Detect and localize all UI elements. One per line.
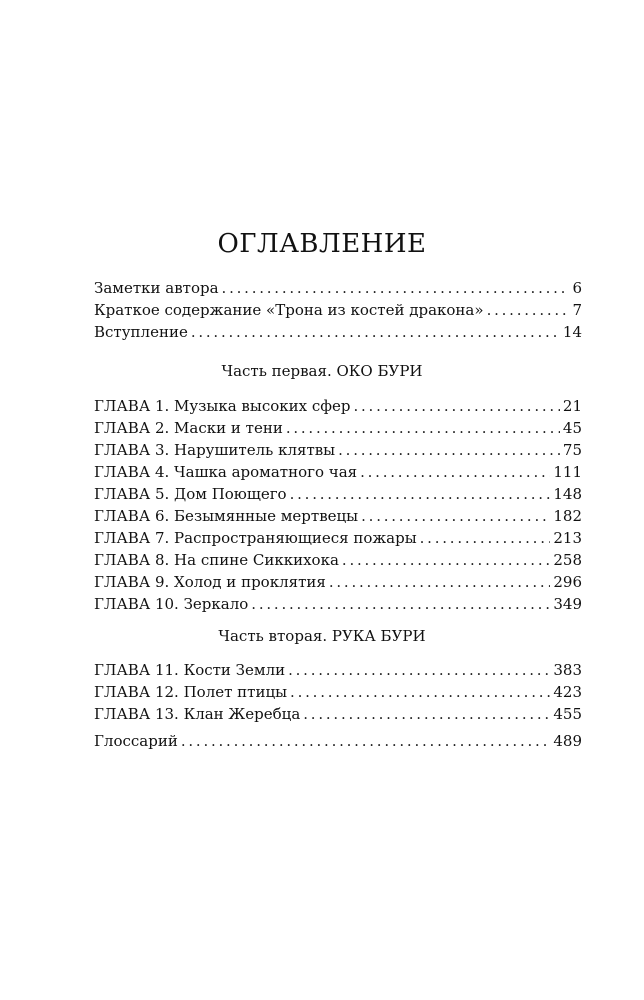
leader-dots bbox=[222, 277, 570, 299]
toc-entry-chapter-3[interactable] bbox=[94, 439, 582, 461]
part-two-heading: Часть вторая. РУКА БУРИ bbox=[218, 627, 426, 645]
entry-page: 296 bbox=[553, 573, 582, 591]
leader-dots bbox=[360, 461, 550, 483]
leader-dots bbox=[342, 549, 550, 571]
toc-entry-chapter-6[interactable] bbox=[94, 505, 582, 527]
toc-entry-chapter-5[interactable] bbox=[94, 483, 582, 505]
entry-label: ГЛАВА 2. Маски и тени bbox=[94, 419, 283, 437]
leader-dots bbox=[288, 659, 550, 681]
toc-entry-chapter-9[interactable] bbox=[94, 571, 582, 593]
entry-page: 7 bbox=[572, 301, 582, 319]
entry-label: ГЛАВА 8. На спине Сиккихока bbox=[94, 551, 339, 569]
entry-page: 423 bbox=[553, 683, 582, 701]
toc-entry-chapter-7[interactable] bbox=[94, 527, 582, 549]
entry-page: 148 bbox=[553, 485, 582, 503]
leader-dots bbox=[191, 321, 560, 343]
entry-page: 213 bbox=[553, 529, 582, 547]
entry-label: ГЛАВА 6. Безымянные мертвецы bbox=[94, 507, 359, 525]
entry-page: 111 bbox=[553, 463, 582, 481]
toc-entry-author-notes[interactable] bbox=[94, 277, 582, 299]
entry-label: Краткое содержание «Трона из костей дракона» bbox=[94, 301, 484, 319]
entry-label: Вступление bbox=[94, 323, 188, 341]
leader-dots bbox=[361, 505, 550, 527]
toc-entry-chapter-10[interactable] bbox=[94, 593, 582, 615]
entry-page: 14 bbox=[562, 323, 582, 341]
leader-dots bbox=[353, 395, 559, 417]
entry-label: Заметки автора bbox=[94, 279, 219, 297]
leader-dots bbox=[338, 439, 560, 461]
leader-dots bbox=[420, 527, 551, 549]
toc-entry-chapter-2[interactable] bbox=[94, 417, 582, 439]
leader-dots bbox=[303, 703, 550, 725]
entry-label: ГЛАВА 12. Полет птицы bbox=[94, 683, 288, 701]
entry-page: 489 bbox=[553, 732, 582, 750]
toc-entry-chapter-13[interactable] bbox=[94, 703, 582, 725]
entry-label: ГЛАВА 1. Музыка высоких сфер bbox=[94, 397, 351, 415]
entry-page: 258 bbox=[553, 551, 582, 569]
part-one-chapter-list bbox=[94, 395, 582, 615]
toc-entry-chapter-8[interactable] bbox=[94, 549, 582, 571]
leader-dots bbox=[181, 730, 551, 752]
entry-label: Глоссарий bbox=[94, 732, 178, 750]
toc-entry-glossary[interactable] bbox=[94, 730, 582, 752]
part-one-heading: Часть первая. ОКО БУРИ bbox=[221, 362, 423, 380]
entry-label: ГЛАВА 10. Зеркало bbox=[94, 595, 249, 613]
entry-page: 349 bbox=[553, 595, 582, 613]
entry-label: ГЛАВА 13. Клан Жеребца bbox=[94, 705, 301, 723]
entry-label: ГЛАВА 3. Нарушитель клятвы bbox=[94, 441, 336, 459]
entry-label: ГЛАВА 11. Кости Земли bbox=[94, 661, 286, 679]
leader-dots bbox=[329, 571, 551, 593]
leader-dots bbox=[286, 417, 560, 439]
toc-entry-summary[interactable] bbox=[94, 299, 582, 321]
entry-label: ГЛАВА 7. Распространяющиеся пожары bbox=[94, 529, 417, 547]
entry-page: 75 bbox=[562, 441, 582, 459]
back-matter-list bbox=[94, 730, 582, 752]
toc-entry-chapter-1[interactable] bbox=[94, 395, 582, 417]
toc-title: ОГЛАВЛЕНИЕ bbox=[217, 229, 427, 259]
toc-entry-chapter-11[interactable] bbox=[94, 659, 582, 681]
entry-page: 182 bbox=[553, 507, 582, 525]
toc-entry-chapter-12[interactable] bbox=[94, 681, 582, 703]
leader-dots bbox=[251, 593, 550, 615]
entry-label: ГЛАВА 4. Чашка ароматного чая bbox=[94, 463, 358, 481]
entry-page: 383 bbox=[553, 661, 582, 679]
entry-page: 6 bbox=[572, 279, 582, 297]
entry-label: ГЛАВА 9. Холод и проклятия bbox=[94, 573, 326, 591]
entry-page: 45 bbox=[562, 419, 582, 437]
entry-page: 21 bbox=[562, 397, 582, 415]
leader-dots bbox=[290, 483, 551, 505]
part-two-chapter-list bbox=[94, 659, 582, 725]
entry-label: ГЛАВА 5. Дом Поющего bbox=[94, 485, 287, 503]
toc-entry-introduction[interactable] bbox=[94, 321, 582, 343]
leader-dots bbox=[290, 681, 550, 703]
entry-page: 455 bbox=[553, 705, 582, 723]
leader-dots bbox=[487, 299, 570, 321]
front-matter-list bbox=[94, 277, 582, 343]
toc-entry-chapter-4[interactable] bbox=[94, 461, 582, 483]
